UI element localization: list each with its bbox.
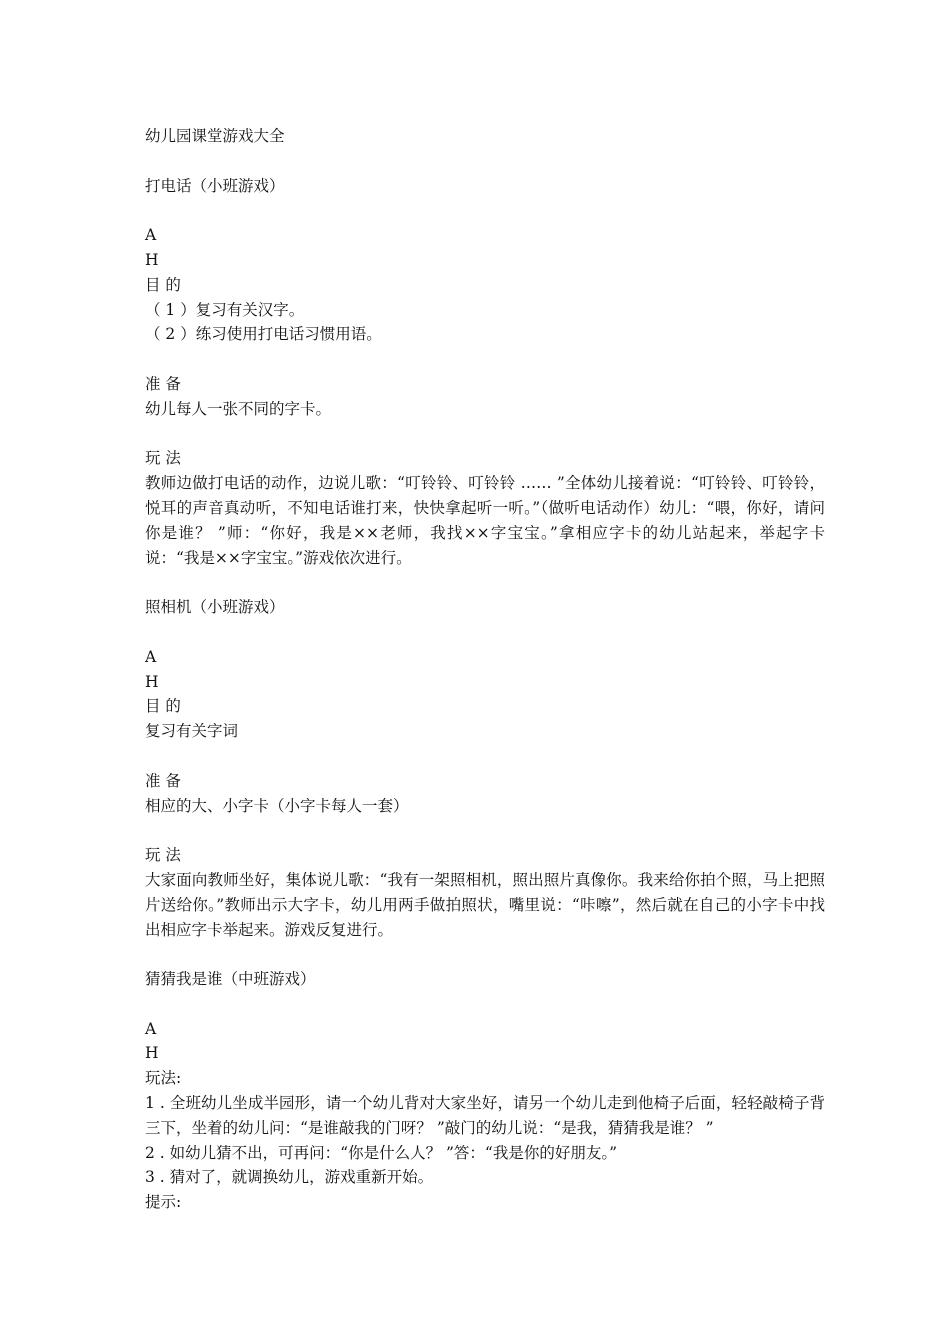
spacer	[145, 347, 825, 372]
section-heading-guess-game: 猜猜我是谁（中班游戏）	[145, 970, 316, 989]
spacer	[145, 818, 825, 843]
play-label: 玩 法	[145, 846, 181, 865]
step-item-3: 3 . 猜对了，就调换幼儿，游戏重新开始。	[145, 1168, 434, 1187]
play-label: 玩法:	[145, 1069, 182, 1088]
spacer	[145, 422, 825, 447]
play-text: 教师边做打电话的动作，边说儿歌：“叮铃铃、叮铃铃 …… ”全体幼儿接着说：“叮铃铃、叮铃铃，悦耳的声音真动听，不知电话谁打来，快快拿起听一听。”（做听电话动作）幼儿：“喂，你好，请问你是谁？ ”师：“你好，我是××老师，我找××字宝宝。”拿相应字卡的幼儿站起来，举起字卡说：“我是××字宝宝。”游戏依次进行。	[145, 474, 825, 567]
spacer	[145, 744, 825, 769]
section-heading-camera-game: 照相机（小班游戏）	[145, 598, 285, 617]
spacer	[145, 620, 825, 645]
marker-h: H	[145, 250, 159, 269]
goal-label: 目 的	[145, 697, 181, 716]
spacer	[145, 992, 825, 1017]
spacer	[145, 198, 825, 223]
prep-label: 准 备	[145, 374, 181, 393]
play-label: 玩 法	[145, 449, 181, 468]
goal-label: 目 的	[145, 275, 181, 294]
step-item-1: 1 . 全班幼儿坐成半园形，请一个幼儿背对大家坐好，请另一个幼儿走到他椅子后面，轻轻敲椅子背三下，坐着的幼儿问：“是谁敲我的门呀？ ”敲门的幼儿说：“是我，猜猜我是谁？ ”	[145, 1094, 825, 1137]
marker-a: A	[145, 647, 157, 666]
spacer	[145, 570, 825, 595]
prep-text: 相应的大、小字卡（小字卡每人一套）	[145, 796, 409, 815]
marker-a: A	[145, 1019, 157, 1038]
goal-item-1: （ 1 ）复习有关汉字。	[145, 300, 305, 319]
play-text: 大家面向教师坐好，集体说儿歌：“我有一架照相机，照出照片真像你。我来给你拍个照，马上把照片送给你。”教师出示大字卡，幼儿用两手做拍照状，嘴里说：“咔嚓”，然后就在自己的小字卡中找出相应字卡举起来。游戏反复进行。	[145, 870, 825, 939]
goal-item-2: （ 2 ）练习使用打电话习惯用语。	[145, 325, 382, 344]
marker-a: A	[145, 226, 157, 245]
step-item-2: 2 . 如幼儿猜不出，可再问：“你是什么人？ ”答：“我是你的好朋友。”	[145, 1143, 618, 1162]
spacer	[145, 942, 825, 967]
section-heading-phone-game: 打电话（小班游戏）	[145, 176, 285, 195]
marker-h: H	[145, 672, 159, 691]
marker-h: H	[145, 1044, 159, 1063]
document-title: 幼儿园课堂游戏大全	[145, 127, 285, 145]
goal-text: 复习有关字词	[145, 722, 239, 741]
document-page	[145, 124, 825, 1215]
tip-label: 提示:	[145, 1193, 182, 1212]
prep-label: 准 备	[145, 771, 181, 790]
spacer	[145, 149, 825, 174]
prep-text: 幼儿每人一张不同的字卡。	[145, 399, 332, 418]
